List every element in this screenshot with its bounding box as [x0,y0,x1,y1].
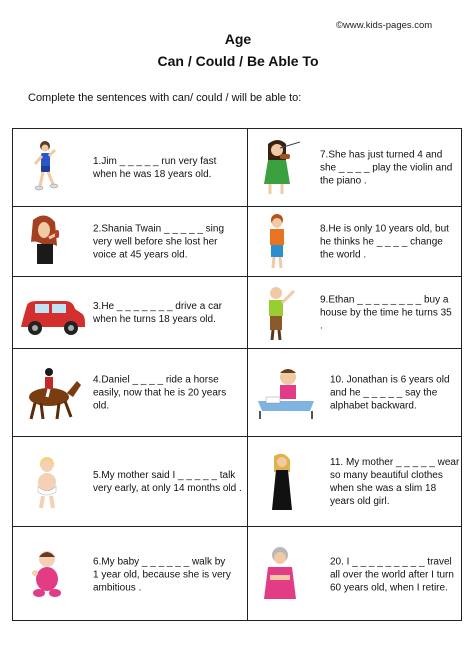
exercise-cell [248,129,461,207]
baby-icon [15,545,87,605]
worksheet-title: Age [224,31,252,47]
violin-girl-icon [250,138,322,198]
old-woman-icon [250,545,322,605]
sentence-8: 8.He is only 10 years old, but he thinks he _ _ _ _ change the world . [320,223,449,260]
pointing-man-icon [250,283,322,343]
exercise-cell [248,207,461,277]
exercise-cell [248,527,461,622]
exercise-cell [13,527,247,622]
exercise-cell [13,349,247,437]
toddler-icon [15,452,87,512]
exercise-cell [248,277,461,349]
singing-woman-icon [15,212,87,272]
boy-icon [250,212,322,272]
sentence-5: 5.My mother said I _ _ _ _ _ talk very early, at only 14 months old . [93,469,242,494]
sentence-1: 1.Jim _ _ _ _ _ run very fast when he was 18 years old. [93,155,217,180]
worksheet-subtitle: Can / Could / Be Able To [157,53,319,69]
sentence-9: 9.Ethan _ _ _ _ _ _ _ _ buy a house by the time he turns 35 . [320,294,452,331]
exercise-grid [12,128,462,621]
red-car-icon [15,283,87,343]
writing-boy-icon [250,363,322,423]
sentence-4: 4.Daniel _ _ _ _ ride a horse easily, now that he is 20 years old. [93,374,227,411]
sentence-11: 11. My mother _ _ _ _ _ wear so many beautiful clothes when she was a slim 18 years old girl. [330,456,460,507]
running-girl-icon [15,138,87,198]
horse-rider-icon [15,363,87,423]
sentence-7: 7.She has just turned 4 and she _ _ _ _ play the violin and the piano . [320,149,453,186]
exercise-cell [13,129,247,207]
instruction-text: Complete the sentences with can/ could / will be able to: [28,92,302,104]
sentence-6: 6.My baby _ _ _ _ _ _ walk by 1 year old, because she is very ambitious . [93,556,231,593]
sentence-10: 10. Jonathan is 6 years old and he _ _ _ _ _ say the alphabet backward. [330,374,450,411]
copyright-notice: ©www.kids-pages.com [336,20,433,31]
exercise-cell [248,349,461,437]
sentence-3: 3.He _ _ _ _ _ _ _ drive a car when he turns 18 years old. [93,300,222,325]
exercise-cell [13,437,247,527]
exercise-cell [248,437,461,527]
dress-woman-icon [250,452,322,512]
exercise-cell [13,277,247,349]
sentence-20: 20. I _ _ _ _ _ _ _ _ _ travel all over the world after I turn 60 years old, when I retire. [330,556,454,593]
sentence-2: 2.Shania Twain _ _ _ _ _ sing very well before she lost her voice at 45 years old. [93,223,225,260]
exercise-cell [13,207,247,277]
